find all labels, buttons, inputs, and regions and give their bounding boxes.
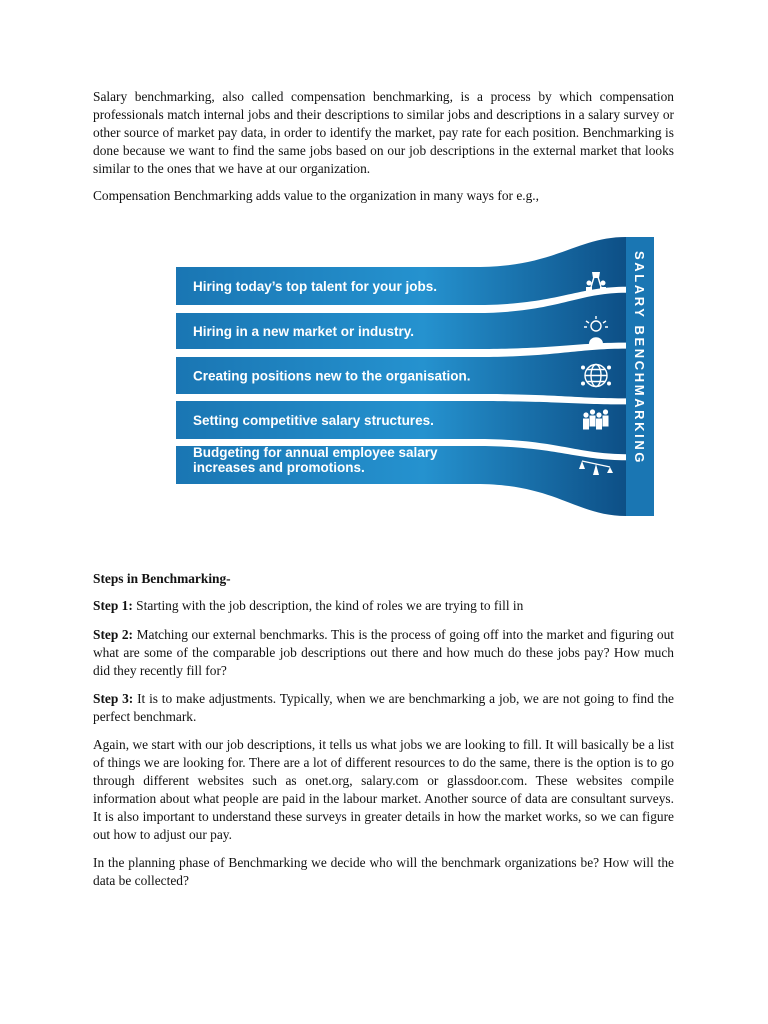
step-3-label: Step 3: [93, 691, 134, 706]
benchmark-band [176, 237, 626, 305]
step-2 [93, 626, 674, 680]
step-1-text: Starting with the job description, the kind of roles we are trying to fill in [132, 598, 524, 613]
benchmark-bands [176, 237, 626, 516]
intro-paragraph: Salary benchmarking, also called compensation benchmarking, is a process by which compensation professionals match internal jobs and their descriptions to similar jobs and descriptions in a salary survey or other source of market pay data, in order to identify the market, pay rate for each position. Benchmarking is done because we want to find the same jobs based on our job descriptions in the external market that looks similar to the ones that we have at our organization. [93, 89, 674, 176]
band-label: increases and promotions. [193, 460, 365, 475]
step-1 [93, 597, 674, 615]
band-label: Budgeting for annual employee salary [193, 445, 438, 460]
step-1-label: Step 1: [93, 598, 133, 613]
intro-section [93, 88, 674, 205]
resources-paragraph: Again, we start with our job descriptions, it tells us what jobs we are looking to fill. It will basically be a list of things we are looking for. There are a lot of different resources to do the same, there is the option is to go through different websites such as onet.org, salary.com or glassdoor.com. These websites compile information about what people are paid in the labour market. Another source of data are consultant surveys. It is also important to understand these surveys in greater details in how the market works, so we can figure out how to adjust our pay. [93, 737, 674, 842]
step-2-text: Matching our external benchmarks. This is the process of going off into the market and figuring out what are some of the comparable job descriptions out there and how much do these jobs pay? How much did they recently fill for? [93, 627, 674, 678]
salary-benchmarking-infographic [176, 237, 654, 516]
step-2-label: Step 2: [93, 627, 134, 642]
step-3-text: It is to make adjustments. Typically, when we are benchmarking a job, we are not going to find the perfect benchmark. [93, 691, 674, 724]
steps-section [93, 570, 674, 890]
band-label: Hiring today’s top talent for your jobs. [193, 279, 438, 294]
step-3 [93, 690, 674, 726]
steps-heading: Steps in Benchmarking- [93, 571, 231, 586]
band-label: Hiring in a new market or industry. [193, 324, 415, 339]
band-label: Setting competitive salary structures. [193, 413, 434, 428]
band-label: Creating positions new to the organisation. [193, 368, 471, 384]
vertical-title: SALARY BENCHMARKING [632, 251, 647, 466]
planning-paragraph: In the planning phase of Benchmarking we decide who will the benchmark organizations be? How will the data be collected? [93, 855, 674, 888]
value-intro-paragraph: Compensation Benchmarking adds value to the organization in many ways for e.g., [93, 188, 540, 203]
